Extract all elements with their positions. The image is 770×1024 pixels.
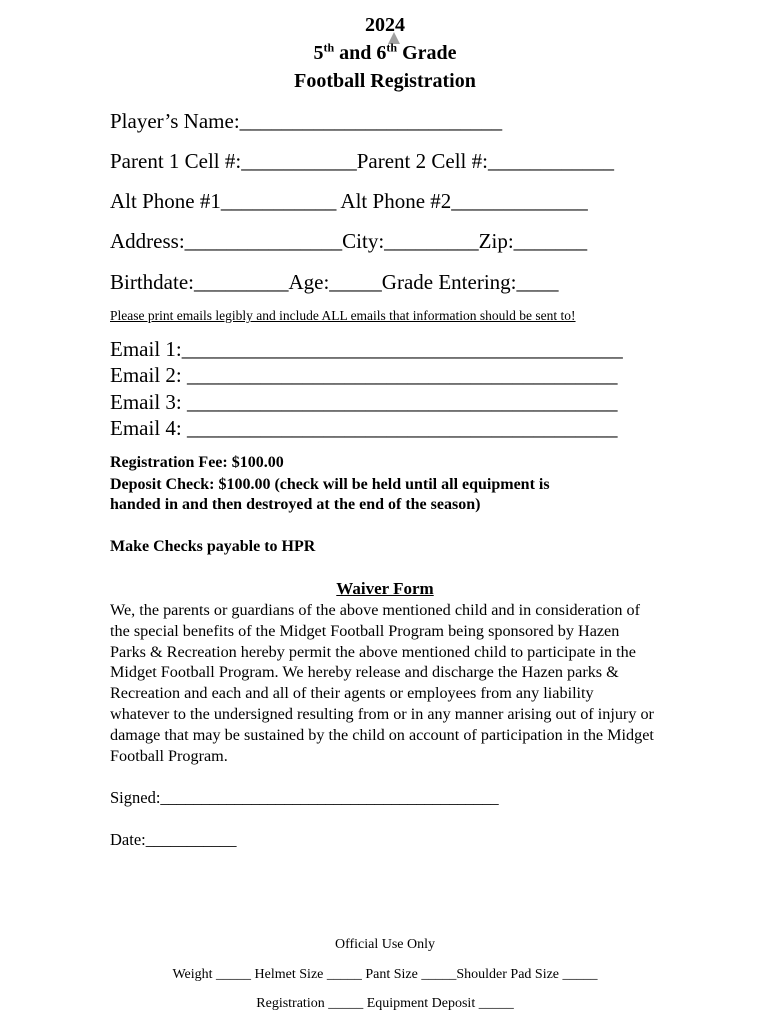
email-note: Please print emails legibly and include ALL emails that information should be sent to! — [110, 308, 576, 323]
grade-5-suffix: th — [323, 40, 335, 55]
checks-payable: Make Checks payable to HPR — [110, 538, 316, 555]
grade-5: 5 — [313, 42, 324, 64]
deposit-check-line1: Deposit Check: $100.00 (check will be held until all equipment is — [110, 476, 550, 493]
parent-cell-field[interactable]: Parent 1 Cell #:___________Parent 2 Cell #:____________ — [110, 149, 614, 173]
email-1-field[interactable]: Email 1:__________________________________________ — [110, 337, 623, 361]
date-field[interactable]: Date:___________ — [110, 830, 237, 849]
official-use-heading: Official Use Only — [334, 937, 436, 952]
grade-heading — [0, 42, 770, 65]
waiver-body: We, the parents or guardians of the above mentioned child and in consideration of the special benefits of the Midget Football Program being sponsored by Hazen Parks & Recreation hereby permit the above mentioned child to participate in the Midget Football Program. We hereby release and discharge the Hazen parks & Recreation and each and all of their agents or employees from any liability whatever to the undersigned resulting from or in any manner arising out of injury or damage that may be sustained by the child on account of participation in the Midget Football Program. — [110, 601, 654, 765]
address-field[interactable]: Address:_______________City:_________Zip:_______ — [110, 229, 588, 253]
grade-word: Grade — [397, 42, 457, 64]
birthdate-field[interactable]: Birthdate:_________Age:_____Grade Entering:____ — [110, 270, 559, 294]
deposit-check-line2: handed in and then destroyed at the end of the season) — [110, 496, 481, 513]
form-year: 2024 — [365, 14, 405, 36]
email-3-field[interactable]: Email 3: _________________________________________ — [110, 390, 618, 414]
page-title: Football Registration — [294, 70, 476, 92]
official-use-line1: Weight _____ Helmet Size _____ Pant Size _____Shoulder Pad Size _____ — [172, 967, 598, 982]
email-4-field[interactable]: Email 4: _________________________________________ — [110, 416, 618, 440]
alt-phone-field[interactable]: Alt Phone #1___________ Alt Phone #2_____________ — [110, 189, 588, 213]
waiver-title: Waiver Form — [336, 579, 434, 598]
email-2-field[interactable]: Email 2: _________________________________________ — [110, 363, 618, 387]
players-name-field[interactable]: Player’s Name:_________________________ — [110, 109, 503, 133]
registration-fee: Registration Fee: $100.00 — [110, 454, 284, 471]
grade-6-suffix: th — [386, 40, 398, 55]
grade-6: and 6 — [334, 42, 387, 64]
signed-field[interactable]: Signed:_________________________________________ — [110, 788, 499, 807]
official-use-line2: Registration _____ Equipment Deposit _____ — [256, 996, 514, 1011]
